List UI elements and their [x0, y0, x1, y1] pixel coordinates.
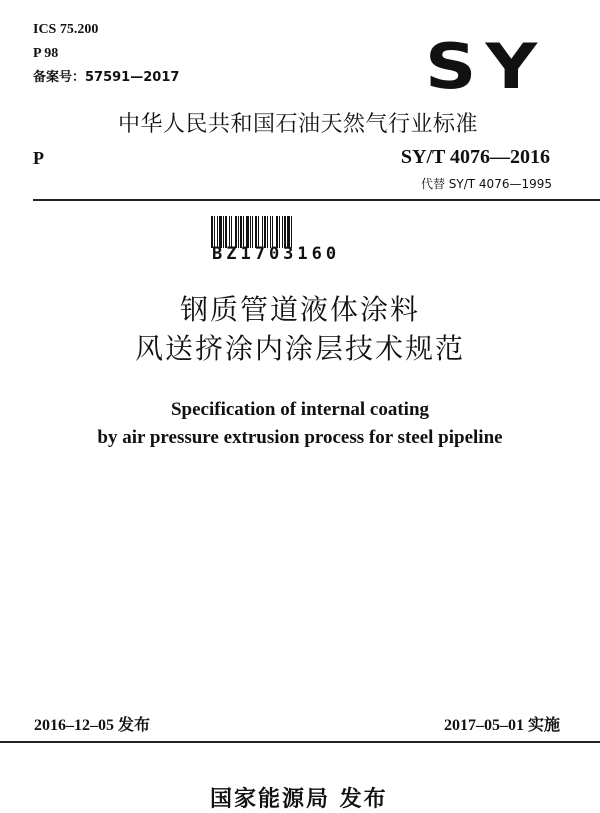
filing-number: 备案号：57591—2017 [33, 70, 180, 85]
title-en-line1: Specification of internal coating [170, 399, 430, 420]
ics-code: ICS 75.200 [33, 22, 99, 37]
title-en-line2: by air pressure extrusion process for steel pipeline [97, 427, 503, 448]
standard-number: SY/T 4076—2016 [400, 146, 550, 168]
implement-date: 2017–05–01 实施 [443, 717, 560, 734]
standard-org-title: 中华人民共和国石油天然气行业标准 [118, 112, 479, 137]
replaces-note: 代替 SY/T 4076—1995 [420, 177, 552, 191]
category-letter: P [33, 148, 44, 168]
category-code: P 98 [33, 46, 59, 61]
barcode-number: BZ1703160 [212, 244, 341, 264]
issue-date: 2016–12–05 发布 [34, 717, 151, 734]
top-divider [33, 199, 600, 201]
bottom-divider [0, 741, 600, 743]
title-zh-line2: 风送挤涂内涂层技术规范 [134, 332, 465, 365]
title-zh-line1: 钢质管道液体涂料 [179, 293, 420, 326]
publisher: 国家能源局 发布 [210, 787, 388, 812]
sy-logo: SY [425, 30, 547, 103]
